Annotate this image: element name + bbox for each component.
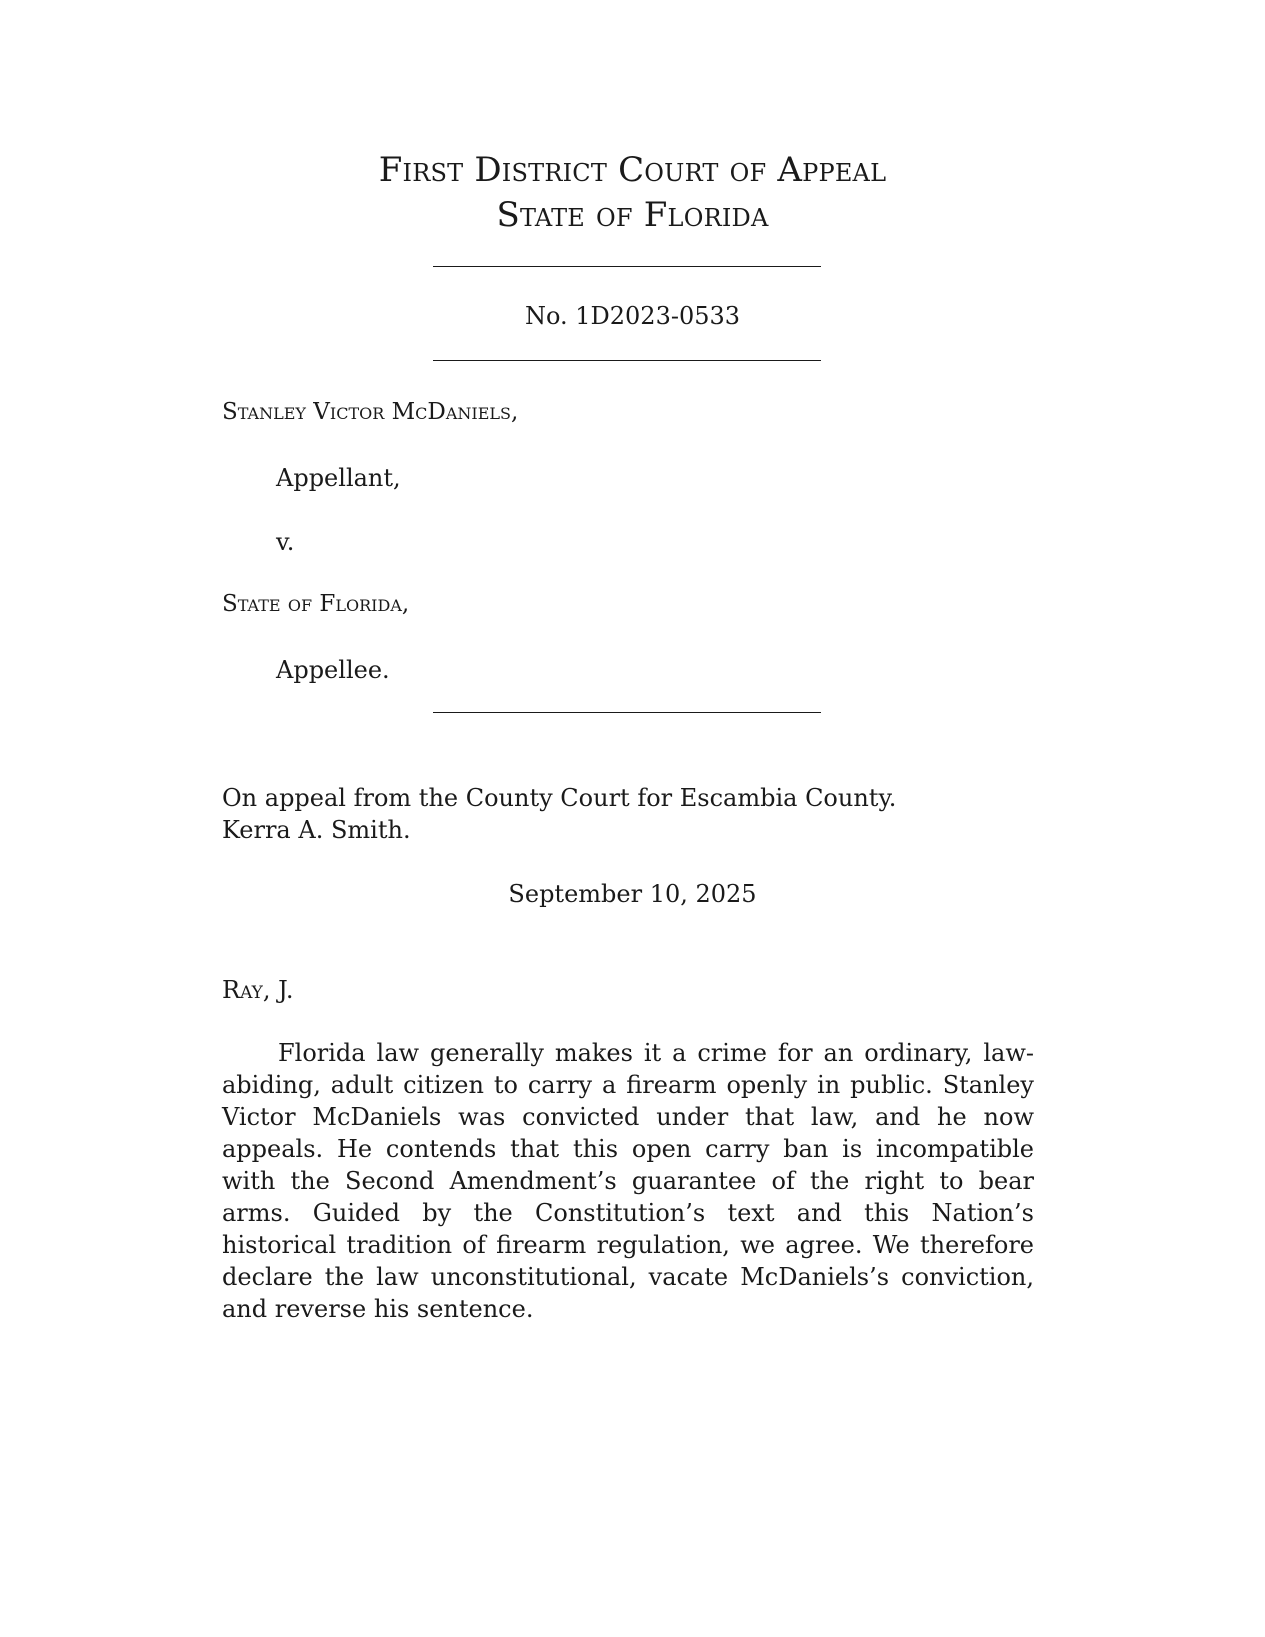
appeal-origin: On appeal from the County Court for Escambia County. xyxy=(222,784,897,812)
divider-rule xyxy=(433,266,821,267)
opinion-author: Ray, J. xyxy=(222,976,294,1004)
decision-date: September 10, 2025 xyxy=(508,880,757,908)
versus-label: v. xyxy=(276,528,295,556)
appellee-name: State of Florida, xyxy=(222,591,410,617)
opinion-paragraph: Florida law generally makes it a crime for an ordinary, law-abiding, adult citizen to carry a firearm openly in public. Stanley Victor McDaniels was convicted under that law, and he now appeals. He contends that this open carry ban is incompatible with the Second Amendment’s guarantee of the right to bear arms. Guided by the Constitution’s text and this Nation’s historical tradition of firearm regulation, we agree. We therefore declare the law unconstitutional, vacate McDaniels’s conviction, and reverse his sentence. xyxy=(222,1039,1034,1323)
case-number: No. 1D2023-0533 xyxy=(524,302,741,330)
court-name-heading: First District Court of Appeal xyxy=(378,150,887,190)
trial-judge: Kerra A. Smith. xyxy=(222,816,411,844)
state-heading: State of Florida xyxy=(496,195,769,235)
appellant-name: Stanley Victor McDaniels, xyxy=(222,399,519,425)
appellant-role: Appellant, xyxy=(276,464,401,492)
divider-rule xyxy=(433,712,821,713)
appellee-role: Appellee. xyxy=(276,656,390,684)
divider-rule xyxy=(433,360,821,361)
